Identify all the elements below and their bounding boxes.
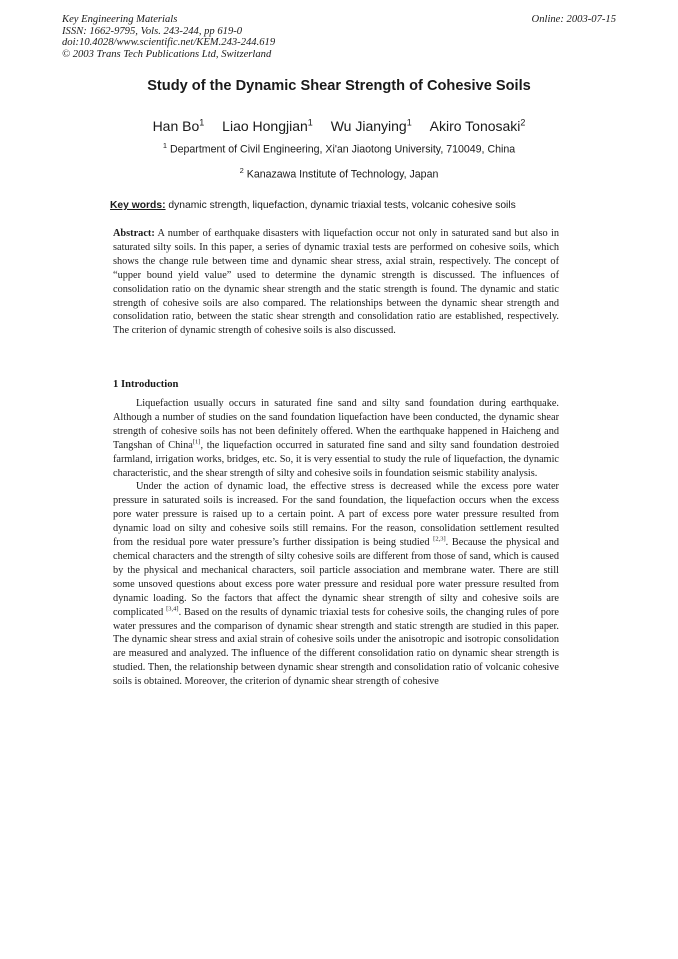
doi-line: doi:10.4028/www.scientific.net/KEM.243-244.619 (62, 37, 276, 49)
section-heading: 1 Introduction (113, 379, 179, 390)
citation: [3,4] (166, 605, 179, 613)
author: Liao Hongjian$^1$ (222, 117, 313, 134)
abstract-text: A number of earthquake disasters with liquefaction occur not only in saturated sand but also in saturated silty soils. In this paper, a series of dynamic traxial tests are performed on cohesive soils, which shows the change rule between time and dynamic shear stress, axial strain, respectively. The concept of “upper bound yield value” used to determine the dynamic strength is discussed. The influences of consolidation ratio on the dynamic shear strength and the static strength is found. The dynamic and static strength of cohesive soils are also compared. The relationships between the dynamic shear strength and consolidation ratio, between the static shear strength and consolidation ratio are established, respectively. The criterion of dynamic strength of cohesive soils is also discussed. (113, 228, 559, 337)
abstract (113, 227, 559, 338)
author: Akiro Tonosaki$^2$ (429, 117, 526, 134)
copyright-line: © 2003 Trans Tech Publications Ltd, Switzerland (62, 48, 272, 60)
keywords-label: Key words: (110, 200, 166, 211)
author: Wu Jianying$^1$ (330, 117, 412, 134)
paragraph: Under the action of dynamic load, the effective stress is decreased while the excess pore water pressure in saturated soils is increased. For the sand foundation, the liquefaction occurs when the excess pore water pressure is raised up to a certain point. A part of excess pore water pressure resulted from dynamic load on silty and cohesive soils still remains. For the reason, consolidation settlement resulted from the residual pore water pressure’s further dissipation is being studied [2,3]. Because the physical and chemical characters and the strength of silty cohesive soils are different from those of sand, which is caused by the physical and mechanical characters, soil particle association and membrane water. There are still some unsoved questions about excess pore water pressure and residual pore water pressure resulted from dynamic loading. So the factors that affect the dynamic shear strength of silty and cohesive soils are complicated [3,4]. Based on the results of dynamic triaxial tests for cohesive soils, the changing rules of pore water pressures and the comparison of dynamic shear strength and static strength are studied in this paper. The dynamic shear stress and axial strain of cohesive soils under the anisotropic and isotropic consolidation are measured and analyzed. The influence of the different consolidation ratio on dynamic shear strength is studied. Then, the relationship between dynamic shear strength and consolidation ratio of volcanic cohesive soils is obtained. Moreover, the criterion of dynamic shear strength of cohesive (113, 481, 559, 688)
issn-line: ISSN: 1662-9795, Vols. 243-244, pp 619-0 (62, 25, 243, 37)
journal-name: Key Engineering Materials (62, 14, 178, 25)
author: Han Bo$^1$ (152, 117, 205, 134)
online-date: Online: 2003-07-15 (531, 14, 616, 25)
affiliation: $^1$ Department of Civil Engineering, Xi'an Jiaotong University, 710049, China (162, 141, 516, 156)
introduction-body (113, 397, 559, 689)
paper-title: Study of the Dynamic Shear Strength of Cohesive Soils (147, 78, 531, 94)
citation: [2,3] (433, 535, 446, 543)
keywords-text: dynamic strength, liquefaction, dynamic triaxial tests, volcanic cohesive soils (168, 200, 516, 211)
citation: [1] (192, 438, 201, 446)
author-list (0, 117, 678, 134)
journal-header (62, 14, 275, 60)
affiliation: $^2$ Kanazawa Institute of Technology, Japan (239, 166, 439, 181)
abstract-label: Abstract: (113, 228, 155, 239)
keywords (110, 200, 570, 211)
paragraph: Liquefaction usually occurs in saturated fine sand and silty sand foundation during earthquake. Although a number of studies on the sand foundation liquefaction have been conducted, the dynamic shear strength of cohesive soils has not been definitely offered. When the earthquake happened in Haicheng and Tangshan of China[1], the liquefaction occurred in saturated fine sand and silty sand foundation destroied farmland, irrigation works, bridges, etc. So, it is very essential to study the rule of liquefaction, the dynamic characteristic, and the shear strength of silty and cohesive soils in foundation seismic stability analysis. (113, 398, 559, 479)
